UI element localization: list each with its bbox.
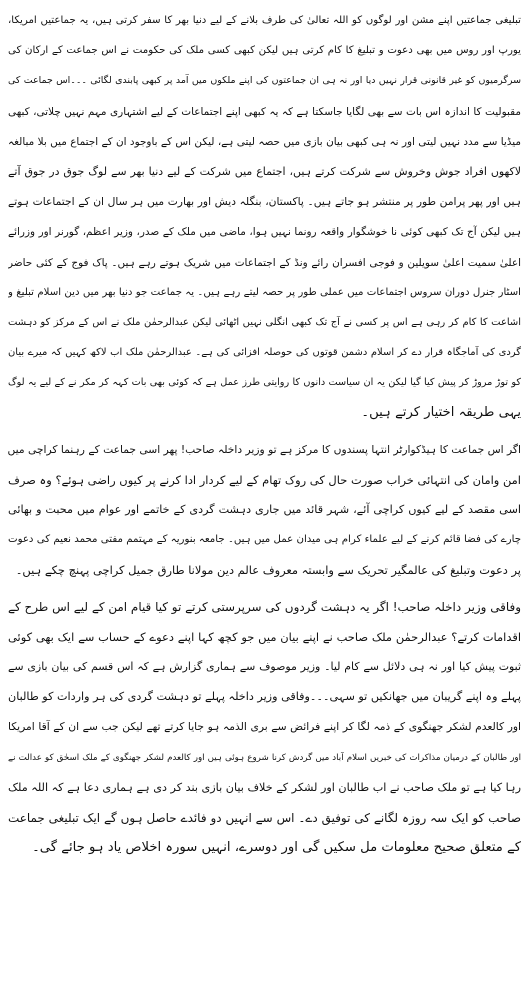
paragraph-1 — [8, 6, 521, 429]
text-line: گردی کی آماجگاہ قرار دے کر اسلام دشمن قوتوں کی حوصلہ افزائی کی ہے۔ عبدالرحمٰن ملک اب لاکھ کہیں کہ میرے بیان — [8, 347, 521, 359]
text-line: ہیں لیکن آج تک کبھی کوئی نا خوشگوار واقعہ رونما نہیں ہوا، ماضی میں ملک کے صدر، وزیر اعظم، گورنر اور وزرائے — [8, 226, 521, 239]
text-line: ثبوت پیش کیا اور نہ ہی دلائل سے کام لیا۔ وزیر موصوف سے ہماری گزارش ہے کہ اس قسم کی بیان بازی سے — [8, 659, 521, 673]
text-line: یہی طریقہ اختیار کرتے ہیں۔ — [361, 405, 521, 421]
text-line: اعلیٰ سمیت اعلیٰ سویلین و فوجی افسران رائے ونڈ کے اجتماعات میں شریک ہوتے رہے ہیں۔ پاک فوج کے کئی حاضر — [8, 256, 521, 269]
text-line: صاحب کو ایک سہ روزہ لگانے کی توفیق دے۔ اس سے انہیں دو فائدے حاصل ہوں گے ایک تبلیغی جماعت — [8, 810, 521, 825]
text-line: ہیں اور پھر پرامن طور پر منتشر ہو جاتے ہیں۔ پاکستان، بنگلہ دیش اور بھارت میں ہر سال ان کے اجتماعات ہوتے — [8, 195, 521, 209]
text-line: سرگرمیوں کو غیر قانونی قرار نہیں دیا اور نہ ہی ان جماعتوں کی اپنے ملکوں میں آمد پر کبھی پابندی لگائی ۔۔۔اس جماعت کی — [8, 75, 521, 87]
text-line: اور کالعدم لشکر جھنگوی کے ذمہ لگا کر اپنے فرائض سے بری الذمہ ہو جایا کرتے تھے لیکن جب سے ان کے آقا امریکا — [8, 720, 521, 734]
text-line: اقدامات کرتے؟ عبدالرحمٰن ملک صاحب نے اپنے بیان میں جو کچھ کہا اپنے دعوے کے حساب سے ایک بھی کوئی — [8, 629, 521, 644]
text-line: مقبولیت کا اندازہ اس بات سے بھی لگایا جاسکتا ہے کہ یہ کبھی اپنے اجتماعات کے لیے اشتہاری مہم نہیں چلاتی، کبھی — [8, 105, 521, 118]
text-line: اور طالبان کے درمیان مذاکرات کی خبریں اسلام آباد میں گردش کرنا شروع ہوئی ہیں اور کالعدم لشکر جھنگوی کے ملک اسحٰق کو عدالت نے — [8, 752, 521, 763]
text-line: لاکھوں افراد جوش وخروش سے شرکت کرتے ہیں، اجتماع میں شرکت کے لیے دنیا بھر سے لوگ جوق در جوق آتے — [8, 164, 521, 178]
text-line: تبلیغی جماعتیں اپنے مشن اور لوگوں کو اللہ تعالیٰ کی طرف بلانے کے لیے دنیا بھر کا سفر کرتی ہیں، یہ جماعتیں امریکا، — [8, 15, 521, 26]
text-line: اشاعت کا کام کر رہی ہے اس پر کسی نے آج تک کبھی انگلی نہیں اٹھائی لیکن عبدالرحمٰن ملک نے اس کے مرکز کو دہشت — [8, 316, 521, 328]
text-line: پر دعوت وتبلیغ کی عالمگیر تحریک سے وابستہ معروف عالم دین مولانا طارق جمیل کراچی پہنچ چکے ہیں۔ — [15, 563, 521, 578]
text-line: اسی مقصد کے لیے کیوں کراچی آئے، شہر قائد میں جاری دہشت گردی کے خاتمے اور عوام میں محبت و بھائی — [8, 503, 521, 516]
text-line: اسٹار جنرل دوران سروس اجتماعات میں عملی طور پر حصہ لیتے رہے ہیں۔ یہ جماعت جو دنیا بھر میں دین اسلام تبلیغ و — [8, 286, 521, 298]
paragraph-3 — [8, 592, 521, 864]
text-line: چارے کی فضا قائم کرنے کے لیے علماء کرام ہی میدان عمل میں ہیں۔ جامعہ بنوریہ کے مہتمم مفتی محمد نعیم کی دعوت — [8, 534, 521, 546]
text-line: یورپ اور روس میں بھی دعوت و تبلیغ کا کام کرتی ہیں لیکن کبھی کسی ملک کی حکومت نے اس جماعت کے ارکان کی — [8, 45, 521, 57]
text-line: اگر اس جماعت کا ہیڈکوارٹر انتہا پسندوں کا مرکز ہے تو وزیر داخلہ صاحب! پھر اسی جماعت کے رہنما کراچی میں — [8, 442, 521, 456]
text-line: کے متعلق صحیح معلومات مل سکیں گی اور دوسرے، انہیں سورہ اخلاص یاد ہو جائے گی۔ — [32, 840, 521, 856]
paragraph-2 — [8, 435, 521, 586]
text-line: کو توڑ مروڑ کر پیش کیا گیا لیکن یہ ان سیاست دانوں کا روایتی طرز عمل ہے کہ کوئی بھی بات کہہ کر مکر نے کے لیے یہ لوگ — [8, 377, 521, 389]
text-line: پہلے وہ اپنے گریبان میں جھانکیں تو سہی۔۔۔وفاقی وزیر داخلہ پہلے تو دہشت گردی کی ہر واردات کو طالبان — [8, 690, 521, 704]
text-line: امن وامان کی انتہائی خراب صورت حال کی روک تھام کے لیے کردار ادا کرنے پر کیوں راضی ہوئے؟ وہ صرف — [8, 472, 521, 487]
text-line: میڈیا سے مدد نہیں لیتی اور نہ ہی کبھی بیان بازی میں حصہ لیتی ہے، لیکن اس کے باوجود ان کے اجتماع میں بلا مبالغہ — [8, 135, 521, 148]
text-line: وفاقی وزیر داخلہ صاحب! اگر یہ دہشت گردوں کی سرپرستی کرتے تو کیا قیام امن کے لیے اس طرح کے — [8, 599, 521, 614]
text-line: رہا کیا ہے تو ملک صاحب نے اب طالبان اور لشکر کے خلاف بیان بازی بند کر دی ہے ہماری دعا ہے کہ اللہ ملک — [8, 780, 521, 794]
